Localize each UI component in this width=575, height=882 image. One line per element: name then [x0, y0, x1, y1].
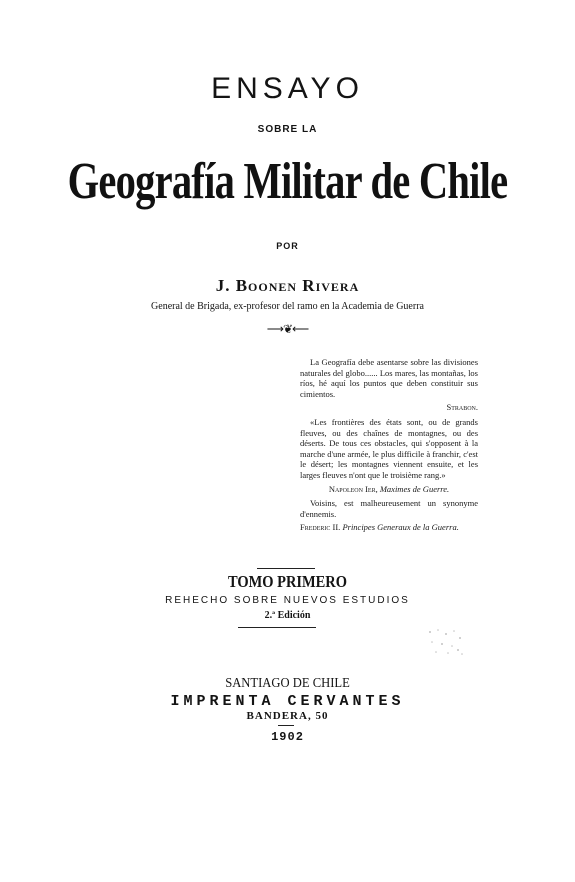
epigraph-frederic: Voisins, est malheureusement un synonyme d'ennemis.: [300, 498, 478, 519]
rule-top: [257, 568, 315, 569]
epigraph-frederic-attribution: [300, 522, 478, 533]
epigraph-napoleon: «Les frontières des états sont, ou de grands fleuves, ou des chaînes de montagnes, ou des déserts. De tous ces obstacles, qui s'opposent à la marche d'une armée, le plus difficile à franchir, c'est le désert; les montagnes viennent ensuite, et les larges fleuves n'ont que le troisième rang.»: [300, 416, 478, 480]
rule-small: [278, 725, 294, 726]
epigraph-napoleon-attribution: [300, 484, 478, 495]
printer-address: BANDERA, 50: [246, 710, 329, 722]
faded-stamp-icon: [424, 626, 466, 656]
ornament-icon: ⟶❦⟵: [266, 322, 309, 336]
subheading-sobre: SOBRE LA: [257, 124, 318, 135]
volume-label: TOMO PRIMERO: [228, 572, 347, 591]
heading: ENSAYO: [211, 72, 364, 105]
printer: IMPRENTA CERVANTES: [170, 693, 405, 710]
epigraph-strabon-attribution: Strabon.: [446, 402, 478, 413]
main-title: Geografía Militar de Chile: [67, 153, 508, 210]
epigraph-napoleon-work: Maximes de Guerre.: [379, 483, 450, 494]
rule-bottom: [238, 627, 316, 628]
revision-note: REHECHO SOBRE NUEVOS ESTUDIOS: [165, 595, 410, 606]
author-name: J. Boonen Rivera: [215, 276, 360, 295]
epigraph-frederic-work: Principes Generaux de la Guerra.: [342, 522, 459, 533]
epigraphs: [300, 357, 478, 536]
epigraph-napoleon-author: Napoleon Ier,: [328, 483, 378, 494]
city: SANTIAGO DE CHILE: [225, 676, 350, 691]
edition-label: 2.ª Edición: [264, 610, 311, 621]
epigraph-strabon: La Geografía debe asentarse sobre las divisiones naturales del globo...... Los mares, las montañas, los ríos, hé aquí los puntos que deben constituir sus cimientos.: [300, 357, 478, 399]
publication-year: 1902: [271, 730, 304, 744]
epigraph-frederic-author: Frederic II.: [300, 522, 341, 533]
por-label: POR: [276, 241, 299, 251]
author-rank: General de Brigada, ex-profesor del ramo en la Academia de Guerra: [151, 301, 424, 312]
